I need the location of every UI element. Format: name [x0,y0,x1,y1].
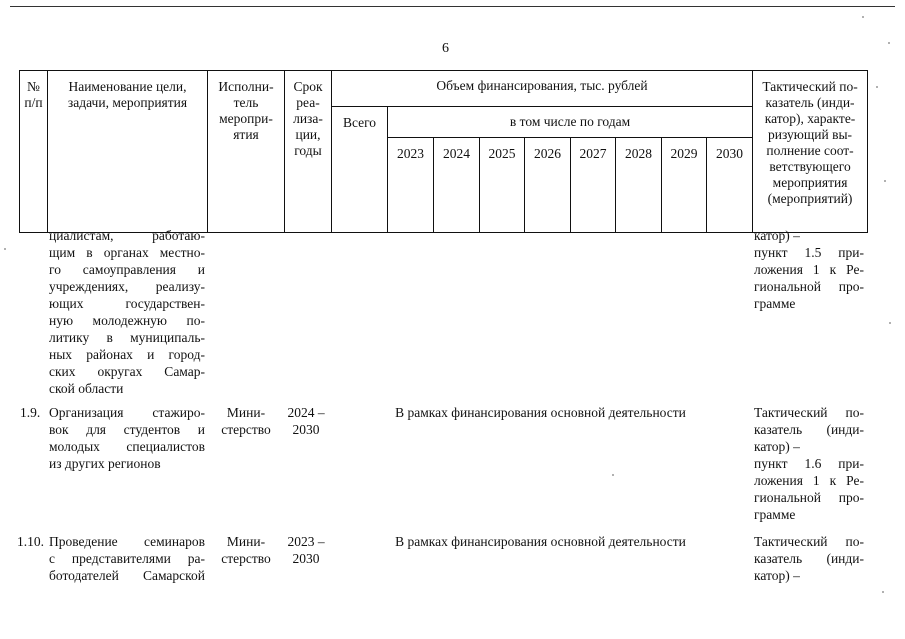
header-indicator: Тактический по- казатель (инди- катор), характе- ризующий вы- полнение соот- ветствующего мероприятия (мероприятий) [753,71,868,233]
page-number: 6 [442,41,449,56]
header-by-years: в том числе по годам [388,107,753,138]
row-executor: Мини- стерство [221,534,271,566]
scan-speck [882,591,884,593]
header-year: 2028 [616,138,662,233]
row-number: 1.9. [20,405,41,420]
row-funding: В рамках финансирования основной деятельности [395,534,686,549]
row-funding: В рамках финансирования основной деятельности [395,405,686,420]
scan-speck [876,86,878,88]
header-year: 2030 [707,138,753,233]
scan-speck [862,16,864,18]
row-executor: Мини- стерство [221,405,271,437]
header-executor: Исполни- тель меропри- ятия [208,71,285,233]
header-name: Наименование цели, задачи, мероприятия [48,71,208,233]
header-term: Срок реа- лиза- ции, годы [285,71,332,233]
scan-speck [884,180,886,182]
continuation-name: циалистам, работаю- щим в органах местно- го самоуправления и учреждениях, реализу- ющих государствен- ную молодежную по- литику в муниципаль- ных районах и город- ских округах Самар- ской области [49,228,205,396]
row-indicator: Тактический по- казатель (инди- катор) – пункт 1.6 при- ложения 1 к Ре- гиональной про- грамме [754,405,864,522]
row-name: Организация стажиро- вок для студентов и молодых специалистов из других регионов [49,405,205,471]
continuation-indicator: катор) – пункт 1.5 при- ложения 1 к Ре- гиональной про- грамме [754,228,864,311]
header-year: 2024 [434,138,480,233]
row-name: Проведение семинаров с представителями ра- ботодателей Самарской [49,534,205,583]
header-year: 2025 [480,138,525,233]
row-term: 2024 – 2030 [287,405,325,437]
header-year: 2029 [662,138,707,233]
scan-speck [889,322,891,324]
header-year: 2026 [525,138,571,233]
header-total: Всего [332,107,388,233]
header-funding: Объем финансирования, тыс. рублей [332,71,753,107]
table-header [19,70,868,233]
row-indicator: Тактический по- казатель (инди- катор) – [754,534,864,583]
row-term: 2023 – 2030 [287,534,325,566]
scan-speck [612,474,614,476]
header-year: 2027 [571,138,616,233]
header-num: № п/п [20,71,48,233]
scan-speck [4,248,6,250]
row-number: 1.10. [17,534,44,549]
scan-speck [888,42,890,44]
top-border-line [10,6,895,7]
header-year: 2023 [388,138,434,233]
